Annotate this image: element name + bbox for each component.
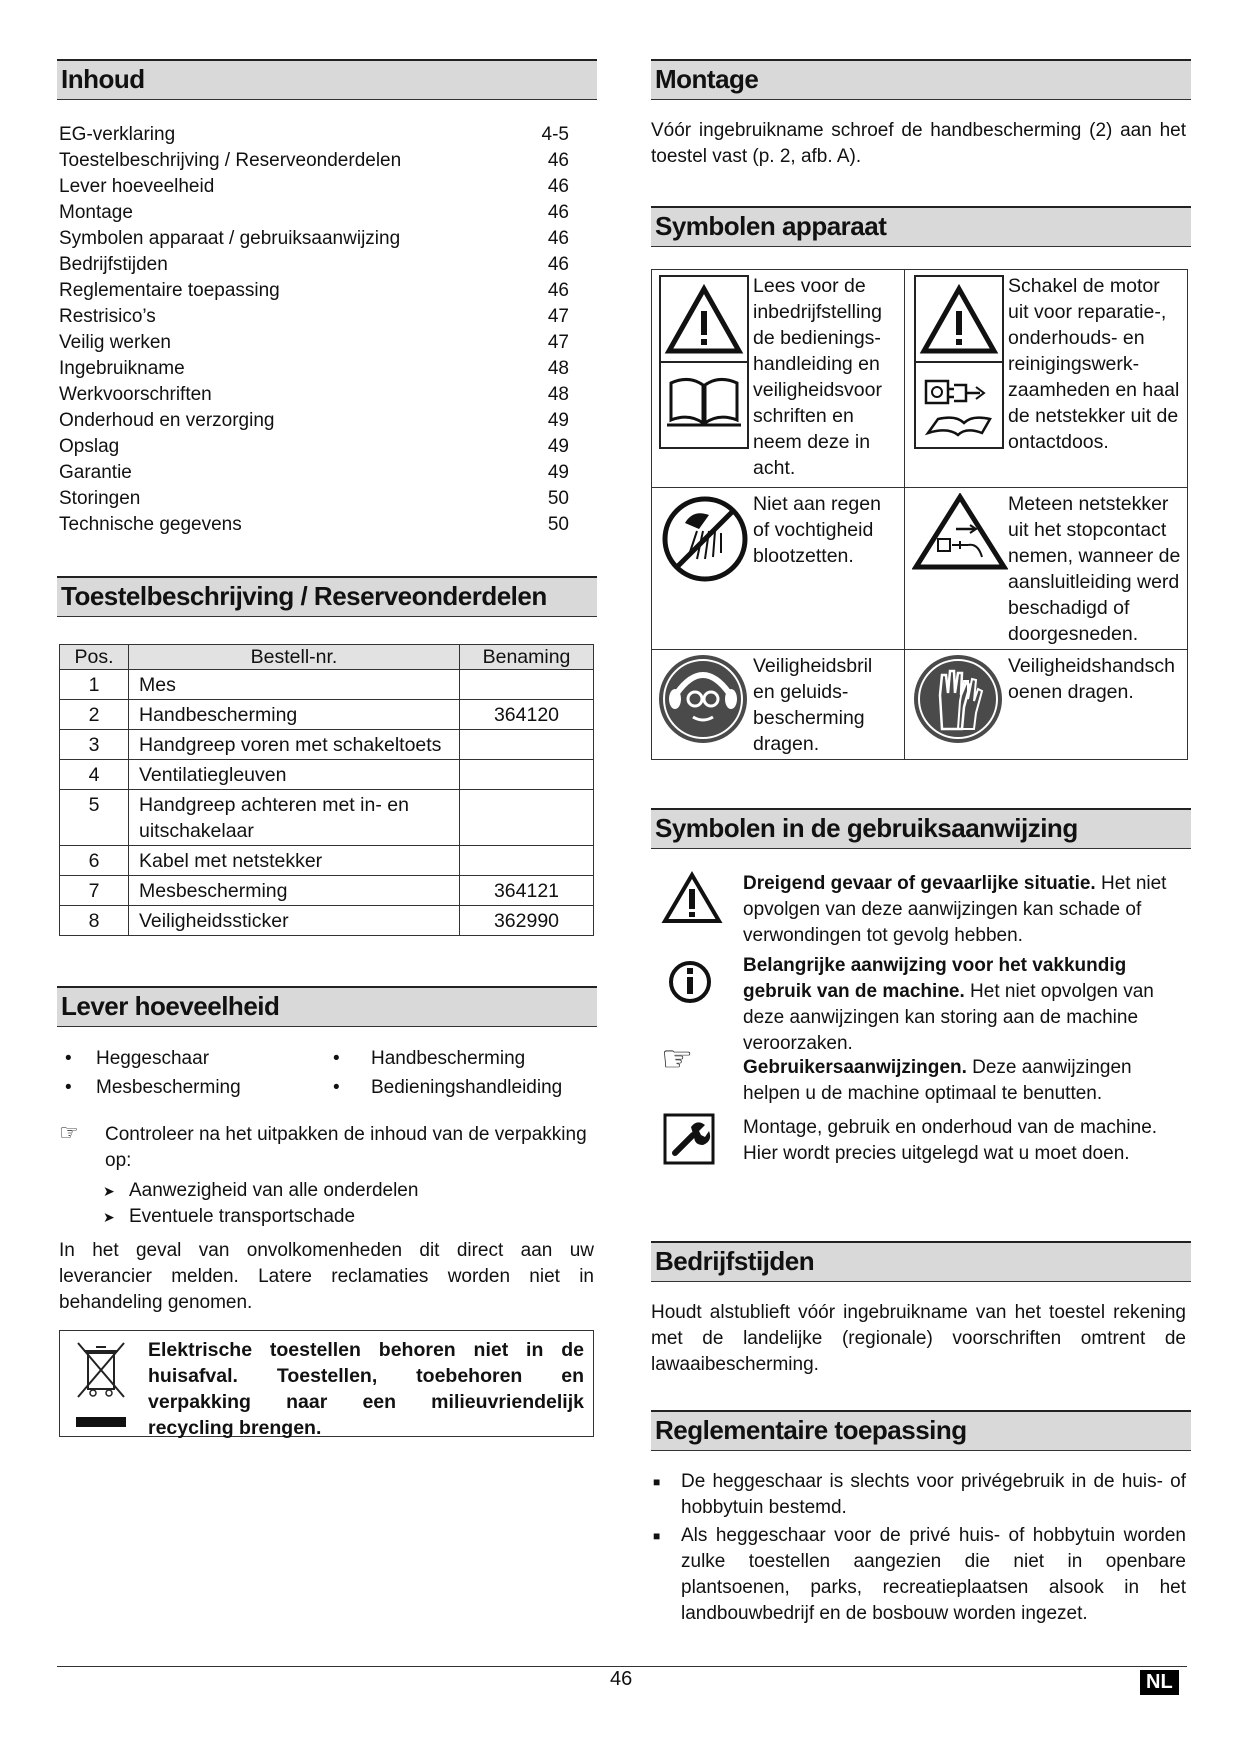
symbol-cell (652, 650, 905, 760)
parts-row (60, 670, 594, 700)
symbol-cell (652, 270, 905, 488)
toc-entry (59, 460, 569, 486)
toc-entry-page: 47 (547, 332, 569, 353)
parts-cell-nr: 362990 (460, 906, 594, 936)
toc-entry-page: 46 (547, 176, 569, 197)
toc-entry-page: 46 (547, 228, 569, 249)
check-item: Aanwezigheid van alle onderdelen (129, 1180, 419, 1201)
manual-symbol-text: Dreigend gevaar of gevaarlijke situatie. Het niet opvolgen van deze aanwijzingen kan schade of verwondingen tot gevolg hebben. (743, 873, 1167, 946)
parts-cell-pos: 6 (60, 846, 129, 876)
parts-header-name: Benaming (460, 645, 594, 670)
toc-entry-page: 46 (547, 280, 569, 301)
parts-cell-nr (460, 846, 594, 876)
parts-cell-pos: 3 (60, 730, 129, 760)
toc-entry-page: 48 (547, 384, 569, 405)
parts-heading: Toestelbeschrijving / Reserveonderdelen (57, 576, 597, 617)
disposal-box (59, 1330, 594, 1437)
toc-entry (59, 148, 569, 174)
toc-entry-page: 49 (547, 436, 569, 457)
gloves-icon (912, 653, 1004, 749)
parts-cell-nr (460, 670, 594, 700)
toc-entry-label: Ingebruikname (59, 358, 185, 379)
delivery-item: Handbescherming (371, 1048, 526, 1069)
toc-entry-label: Werkvoorschriften (59, 384, 212, 405)
parts-cell-name: Handgreep achteren met in- en uitschakelaar (129, 790, 460, 846)
parts-cell-name: Kabel met netstekker (129, 846, 460, 876)
toc-entry-page: 49 (547, 462, 569, 483)
parts-cell-name: Ventilatiegleuven (129, 760, 460, 790)
delivery-item: Mesbescherming (96, 1077, 241, 1098)
parts-cell-nr (460, 760, 594, 790)
parts-row (60, 730, 594, 760)
warning-read-manual-icon (659, 275, 751, 455)
toc-entry-label: Toestelbeschrijving / Reserveonderdelen (59, 150, 402, 171)
toc-entry (59, 226, 569, 252)
parts-row (60, 906, 594, 936)
parts-cell-name: Handgreep voren met schakeltoets (129, 730, 460, 760)
symbol-cell (905, 488, 1188, 650)
disposal-text: Elektrische toestellen behoren niet in de huisafval. Toestellen, toebehoren en verpakking naar een milieuvriendelijk recycling brengen. (148, 1339, 584, 1439)
toc-entry-label: Lever hoeveelheid (59, 176, 215, 197)
parts-cell-pos: 1 (60, 670, 129, 700)
toc-entry (59, 382, 569, 408)
symbol-cell (905, 650, 1188, 760)
delivery-heading: Lever hoeveelheid (57, 986, 597, 1027)
toc-entry-label: Montage (59, 202, 133, 223)
parts-cell-name: Mes (129, 670, 460, 700)
toc-entry-label: Bedrijfstijden (59, 254, 168, 275)
pointing-hand-icon: ☞ (661, 1038, 694, 1079)
info-icon (667, 959, 713, 1005)
toc-entry-page: 4-5 (541, 124, 569, 145)
warning-unplug-icon (914, 275, 1006, 455)
intended-use-heading: Reglementaire toepassing (651, 1410, 1191, 1451)
toc-entry-page: 46 (547, 150, 569, 171)
operating-times-heading: Bedrijfstijden (651, 1241, 1191, 1282)
toc-entry-label: Opslag (59, 436, 120, 457)
parts-cell-pos: 2 (60, 700, 129, 730)
warning-triangle-icon (661, 871, 723, 925)
parts-cell-name: Handbescherming (129, 700, 460, 730)
parts-cell-nr: 364121 (460, 876, 594, 906)
manual-symbol-text: Belangrijke aanwijzing voor het vakkundig gebruik van de machine. Het niet opvolgen van deze aanwijzingen kan storing aan de machine veroorzaken. (743, 955, 1154, 1054)
no-rain-icon (659, 493, 751, 585)
toc-entry-page: 50 (547, 488, 569, 509)
toc-entry-label: Technische gegevens (59, 514, 242, 535)
footer-rule (57, 1666, 1187, 1667)
toc-table (59, 122, 569, 538)
delivery-note: In het geval van onvolkomenheden dit direct aan uw leverancier melden. Latere reclamaties worden niet in behandeling genomen. (59, 1240, 594, 1313)
square-bullet-icon: ■ (653, 1529, 661, 1543)
symbol-cell (905, 270, 1188, 488)
delivery-list: • Heggeschaar • Handbescherming • Mesbescherming • Bedieningshandleiding (65, 1048, 563, 1098)
toc-entry-label: Restrisico’s (59, 306, 156, 327)
montage-heading: Montage (651, 59, 1191, 100)
toc-entry-page: 48 (547, 358, 569, 379)
parts-cell-pos: 8 (60, 906, 129, 936)
wrench-icon (663, 1113, 715, 1165)
parts-cell-pos: 5 (60, 790, 129, 846)
toc-entry-page: 46 (547, 202, 569, 223)
toc-entry-label: Reglementaire toepassing (59, 280, 280, 301)
delivery-item: Heggeschaar (96, 1048, 210, 1069)
symbol-text: Lees voor de inbedrijfstelling de bedienings-handleiding en veiligheidsvoor schriften en neem deze in acht. (753, 275, 882, 479)
pointing-hand-icon: ☞ (59, 1120, 79, 1145)
toc-heading: Inhoud (57, 59, 597, 100)
toc-entry-label: Veilig werken (59, 332, 171, 353)
device-symbols-table (651, 269, 1188, 760)
parts-cell-nr: 364120 (460, 700, 594, 730)
parts-cell-name: Veiligheidssticker (129, 906, 460, 936)
toc-entry-label: Symbolen apparaat / gebruiksaanwijzing (59, 228, 401, 249)
symbol-cell (652, 488, 905, 650)
toc-entry (59, 122, 569, 148)
toc-entry (59, 330, 569, 356)
toc-entry-page: 47 (547, 306, 569, 327)
toc-entry (59, 200, 569, 226)
toc-entry-label: Garantie (59, 462, 132, 483)
symbol-text: Niet aan regen of vochtigheid blootzetten. (753, 493, 881, 567)
parts-cell-name: Mesbescherming (129, 876, 460, 906)
parts-cell-nr (460, 790, 594, 846)
parts-cell-nr (460, 730, 594, 760)
toc-entry-label: Storingen (59, 488, 141, 509)
montage-text: Vóór ingebruikname schroef de handbescherming (2) aan het toestel vast (p. 2, afb. A). (651, 120, 1186, 167)
parts-row (60, 700, 594, 730)
delivery-item: Bedieningshandleiding (371, 1077, 563, 1098)
parts-table (59, 644, 594, 936)
device-symbols-heading: Symbolen apparaat (651, 206, 1191, 247)
unplug-damaged-cable-icon (912, 493, 1008, 573)
page-number: 46 (610, 1668, 633, 1690)
toc-entry-label: EG-verklaring (59, 124, 176, 145)
toc-entry (59, 408, 569, 434)
arrow-bullet-icon: ➤ (103, 1183, 115, 1199)
toc-entry (59, 304, 569, 330)
manual-symbol-text: Montage, gebruik en onderhoud van de machine. Hier wordt precies uitgelegd wat u moet doen. (743, 1117, 1158, 1164)
toc-entry-label: Onderhoud en verzorging (59, 410, 275, 431)
symbol-text: Veiligheidshandsch oenen dragen. (1008, 655, 1175, 703)
toc-entry (59, 278, 569, 304)
intended-use-item: De heggeschaar is slechts voor privégebruik in de huis- of hobbytuin bestemd. (681, 1471, 1186, 1518)
arrow-bullet-icon: ➤ (103, 1209, 115, 1225)
parts-row (60, 846, 594, 876)
parts-header-pos: Pos. (60, 645, 129, 670)
manual-symbol-text: Gebruikersaanwijzingen. Deze aanwijzingen helpen u de machine optimaal te benutten. (743, 1057, 1132, 1104)
toc-entry-page: 49 (547, 410, 569, 431)
symbol-text: Schakel de motor uit voor reparatie-, onderhouds- en reinigingswerk-zaamheden en haal de netstekker uit de ontactdoos. (1008, 275, 1180, 453)
check-item: Eventuele transportschade (129, 1206, 356, 1227)
parts-row (60, 876, 594, 906)
parts-cell-pos: 7 (60, 876, 129, 906)
parts-row (60, 790, 594, 846)
symbol-text: Veiligheidsbril en geluids-bescherming dragen. (753, 655, 873, 755)
goggles-ear-protection-icon (657, 653, 749, 749)
symbol-text: Meteen netstekker uit het stopcontact nemen, wanneer de aansluitleiding werd beschadigd of doorgesneden. (1008, 493, 1181, 645)
intended-use-item: Als heggeschaar voor de privé huis- of hobbytuin worden zulke toestellen aangezien die niet in openbare plantsoenen, parks, recreatieplaatsen alsook in het landbouwbedrijf en de bosbouw worden ingezet. (681, 1525, 1186, 1624)
parts-cell-pos: 4 (60, 760, 129, 790)
parts-header-nr: Bestell-nr. (129, 645, 460, 670)
crossed-bin-icon (66, 1335, 136, 1435)
square-bullet-icon: ■ (653, 1475, 661, 1489)
toc-entry (59, 174, 569, 200)
toc-entry (59, 252, 569, 278)
language-badge: NL (1140, 1670, 1179, 1695)
parts-row (60, 760, 594, 790)
delivery-check-text: Controleer na het uitpakken de inhoud van de verpakking op: (105, 1124, 587, 1171)
toc-entry (59, 486, 569, 512)
operating-times-text: Houdt alstublieft vóór ingebruikname van het toestel rekening met de landelijke (regionale) voorschriften omtrent de lawaaibescherming. (651, 1302, 1186, 1375)
toc-entry-page: 46 (547, 254, 569, 275)
toc-entry (59, 356, 569, 382)
manual-symbols-heading: Symbolen in de gebruiksaanwijzing (651, 808, 1191, 849)
toc-entry (59, 512, 569, 538)
toc-entry-page: 50 (547, 514, 569, 535)
toc-entry (59, 434, 569, 460)
